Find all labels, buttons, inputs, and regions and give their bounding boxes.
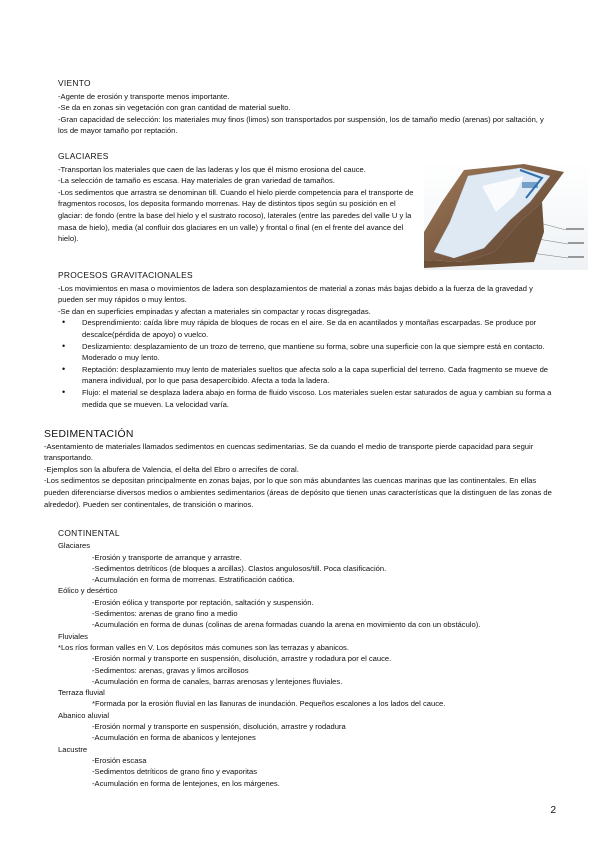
paragraph-line: -Se da en zonas sin vegetación con gran cantidad de material suelto. [58, 103, 291, 113]
paragraph-line: -Se dan en superficies empinadas y afectan a materiales sin compactar y rocas disgregadas. [58, 306, 371, 316]
paragraph-line: -Asentamiento de materiales llamados sedimentos en cuencas sedimentarias. Se da cuando el medio de transporte pierde capacidad para seguir transportando. [44, 441, 534, 463]
group-line: -Erosión escasa [92, 755, 147, 765]
group-eolico [58, 585, 558, 630]
section-viento [58, 78, 548, 137]
group-line: -Acumulación en forma de dunas (colinas de arena formadas cuando la arena en movimiento da con un obstáculo). [92, 620, 481, 630]
group-glaciares [58, 540, 558, 585]
group-note: *Los ríos forman valles en V. Los depósitos más comunes son las terrazas y abanicos. [58, 642, 349, 652]
paragraph-line: -Gran capacidad de selección: los materiales muy finos (limos) son transportados por suspensión, los de tamaño medio (arenas) por saltación, y los de mayor tamaño por reptación. [58, 114, 544, 136]
paragraph-line: -Transportan los materiales que caen de las laderas y los que él mismo erosiona del cauce. [58, 164, 366, 174]
section-title: CONTINENTAL [58, 528, 120, 538]
paragraph-line: -Agente de erosión y transporte menos importante. [58, 91, 230, 101]
group-terraza-fluvial [58, 687, 558, 710]
group-lacustre [58, 744, 558, 789]
section-title: PROCESOS GRAVITACIONALES [58, 270, 193, 280]
section-title: GLACIARES [58, 151, 109, 161]
section-heading: SEDIMENTACIÓN [44, 429, 134, 440]
group-name: Terraza fluvial [58, 688, 105, 698]
bullet-list [58, 317, 558, 410]
group-line: -Acumulación en forma de morrenas. Estratificación caótica. [92, 575, 295, 585]
group-line: -Erosión normal y transporte en suspensión, disolución, arrastre y rodadura por el cauce. [92, 654, 392, 664]
group-fluviales [58, 631, 558, 687]
glacier-illustration [424, 162, 588, 270]
group-line: -Acumulación en forma de lentejones, en los márgenes. [92, 778, 280, 788]
list-item: • Deslizamiento: desplazamiento de un trozo de terreno, que mantiene su forma, sobre una superficie con la que siempre está en contacto. Moderado o muy lento. [58, 341, 558, 364]
group-line: -Acumulación en forma de abanicos y lentejones [92, 733, 256, 743]
group-line: -Sedimentos detríticos de grano fino y evaporitas [92, 767, 258, 777]
list-item: • Reptación: desplazamiento muy lento de materiales sueltos que afecta solo a la capa superficial del terreno. Cada fragmento se mueve de manera individual, por lo que pasa desapercibido. Afecta a toda la ladera. [58, 364, 558, 387]
group-name: Fluviales [58, 631, 88, 641]
group-line: -Sedimentos: arenas de grano fino a medio [92, 609, 238, 619]
group-name: Lacustre [58, 744, 88, 754]
group-name: Abanico aluvial [58, 710, 110, 720]
paragraph-line: -Los sedimentos que arrastra se denominan till. Cuando el hielo pierde competencia para el transporte de fragmentos rocosos, los deposita formando morrenas. Hay de distintos tipos según su posición en el glaciar: de fondo (entre la base del hielo y el sustrato rocoso), laterales (entre las paredes del valle U y la masa de hielo), media (al confluir dos glaciares en un valle) y frontal o final (en el frente del avance del hielo). [58, 187, 414, 244]
list-item: • Flujo: el material se desplaza ladera abajo en forma de fluido viscoso. Los materiales suelen estar saturados de agua y cambian su forma a medida que se mueven. La velocidad varía. [58, 387, 558, 410]
group-line: -Acumulación en forma de canales, barras arenosas y lentejones fluviales. [92, 676, 343, 686]
page-number: 2 [550, 805, 556, 816]
section-sedimentacion [44, 429, 554, 510]
section-glaciares [58, 151, 416, 245]
group-line: -Erosión normal y transporte en suspensión, disolución, arrastre y rodadura [92, 722, 346, 732]
group-line: -Erosión y transporte de arranque y arrastre. [92, 552, 242, 562]
paragraph-line: -Ejemplos son la albufera de Valencia, el delta del Ebro o arrecifes de coral. [44, 464, 299, 474]
section-continental [58, 528, 558, 789]
paragraph-line: -Los sedimentos se depositan principalmente en zonas bajas, por lo que son más abundantes las cuencas marinas que las continentales. En ellas pueden diferenciarse diversos medios o ambientes sedimentarios (áreas de depósito que tienen unas características que la distinguen de las zonas de alrededor). Pueden ser continentales, de transición o marinos. [44, 476, 552, 509]
list-item: • Desprendimiento: caída libre muy rápida de bloques de rocas en el aire. Se da en acantilados y montañas escarpadas. Se produce por descalce(pérdida de apoyo) o vuelco. [58, 317, 558, 340]
group-abanico-aluvial [58, 710, 558, 744]
section-procesos-gravitacionales [58, 270, 558, 410]
group-name: Eólico y desértico [58, 586, 118, 596]
group-line: -Erosión eólica y transporte por reptación, saltación y suspensión. [92, 597, 314, 607]
group-line: *Formada por la erosión fluvial en las llanuras de inundación. Pequeños escalones a los lados del cauce. [92, 699, 446, 709]
group-line: -Sedimentos: arenas, gravas y limos arcillosos [92, 665, 249, 675]
paragraph-line: -Los movimientos en masa o movimientos de ladera son desplazamientos de material a zonas más bajas debido a la fuerza de la gravedad y pueden ser muy rápidos o muy lentos. [58, 283, 533, 305]
group-line: -Sedimentos detríticos (de bloques a arcillas). Clastos angulosos/till. Poca clasificación. [92, 563, 387, 573]
section-title: VIENTO [58, 78, 91, 88]
paragraph-line: -La selección de tamaño es escasa. Hay materiales de gran variedad de tamaños. [58, 176, 335, 186]
group-name: Glaciares [58, 541, 91, 551]
